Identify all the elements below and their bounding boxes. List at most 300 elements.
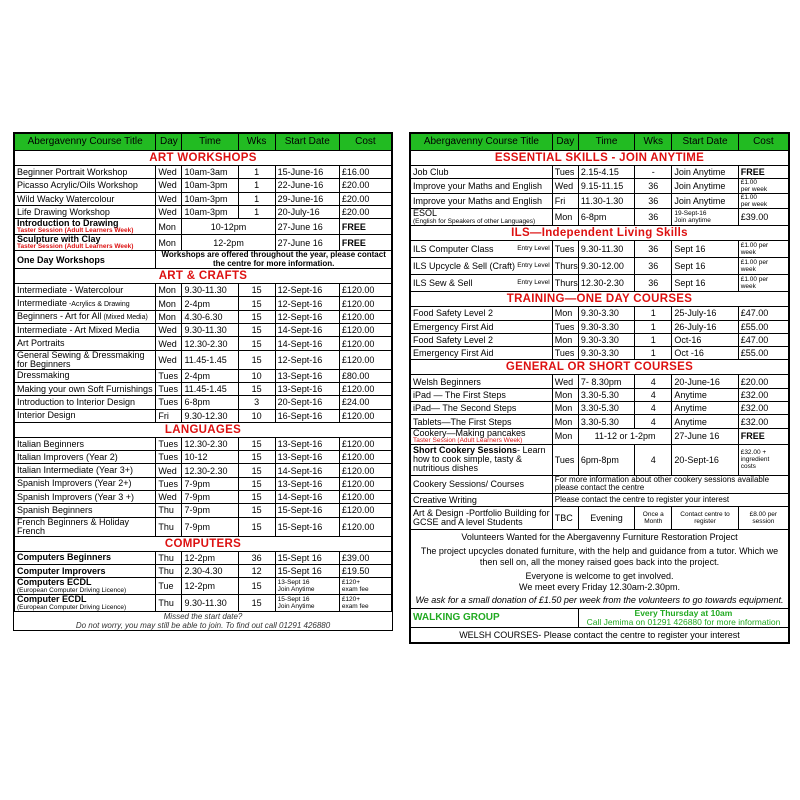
course-cost-cell (339, 437, 391, 450)
course-start-cell (275, 297, 339, 310)
course-cost-cell (339, 396, 391, 409)
course-cost: £120.00 (341, 478, 375, 489)
course-day: Thurs (552, 275, 578, 292)
course-start-cell (672, 194, 738, 209)
course-title-cell (411, 388, 553, 401)
course-title: Emergency First Aid (413, 321, 494, 332)
course-title: Introduction to Drawing (17, 218, 119, 229)
col-time: Time (182, 134, 238, 151)
course-wks: 15 (238, 337, 275, 350)
course-title-cell (15, 179, 156, 192)
left-course-table (14, 133, 392, 612)
course-start: 14-Sept-16 (277, 325, 323, 336)
course-cost-cell (339, 284, 391, 297)
course-cost: £24.00 (341, 397, 370, 408)
course-start: Join Anytime (674, 196, 726, 207)
course-cost-cell (339, 491, 391, 504)
course-day: Mon (156, 235, 182, 251)
course-start: Oct -16 (674, 348, 704, 359)
course-start-cell (275, 382, 339, 395)
course-start-cell (275, 437, 339, 450)
section-languages: LANGUAGES (15, 422, 392, 437)
course-time: 9.30-3.30 (578, 347, 634, 360)
course-time: 12.30-2.30 (182, 437, 238, 450)
course-cost: £120.00 (341, 311, 375, 322)
course-cost: £80.00 (341, 370, 370, 381)
course-title: ILS Sew & Sell (413, 278, 473, 289)
course-cost: £47.00 (740, 308, 769, 319)
course-title-cell (15, 551, 156, 564)
course-title: Italian Improvers (Year 2) (17, 451, 118, 462)
right-course-table (410, 133, 789, 643)
course-subtitle: Taster Session (Adult Learners Week) (17, 227, 134, 235)
footer-call-info: Do not worry, you may still be able to join. To find out call 01291 426880 (75, 621, 331, 631)
course-cost-cell (339, 205, 391, 218)
course-cost-cell (339, 179, 391, 192)
course-time: Evening (578, 506, 634, 529)
course-start: 29-June-16 (277, 193, 324, 204)
volunteers-row (411, 529, 789, 608)
walking-title: WALKING GROUP (411, 608, 579, 627)
course-cost-cell (339, 595, 391, 612)
course-title: Improve your Maths and English (413, 195, 543, 206)
course-cost: £16.00 (341, 167, 370, 178)
course-time: 3.30-5.30 (578, 388, 634, 401)
course-title-cell (15, 578, 156, 595)
course-cost: £120.00 (341, 338, 375, 349)
course-start-cell (275, 595, 339, 612)
course-title: Intermediate - Watercolour (17, 284, 124, 295)
course-cost-cell (738, 166, 788, 179)
left-timetable (13, 132, 393, 631)
course-title: Intermediate (17, 298, 68, 309)
course-title: Emergency First Aid (413, 348, 494, 359)
course-start: 27-June 16 (275, 219, 339, 235)
course-title: ILS Computer Class (413, 244, 494, 255)
course-cost: £120.00 (341, 439, 375, 449)
table-row (15, 219, 392, 235)
course-start-cell (275, 504, 339, 517)
course-time: 12.30-2.30 (182, 337, 238, 350)
course-title: Life Drawing Workshop (17, 207, 110, 218)
course-cost-cell (738, 307, 788, 320)
table-row (15, 396, 392, 409)
course-cost-cell (339, 324, 391, 337)
course-wks: 36 (635, 194, 672, 209)
course-day: Thu (156, 564, 182, 577)
course-title-cell (15, 409, 156, 422)
right-header-row (411, 134, 789, 151)
course-cost-cell (339, 464, 391, 477)
course-level: Entry Level (517, 245, 550, 253)
col-cost: Cost (738, 134, 788, 151)
course-start-cell (275, 451, 339, 464)
course-title: French Beginners & Holiday French (17, 517, 130, 536)
course-start-cell (672, 388, 738, 401)
course-day: Tue (156, 578, 182, 595)
course-time: 9.30-11.30 (182, 595, 238, 612)
footer-missed-start: Missed the start date? (163, 612, 243, 622)
course-day: Wed (156, 491, 182, 504)
course-day: Thu (156, 504, 182, 517)
table-row (411, 307, 789, 320)
course-wks: 36 (635, 241, 672, 258)
course-cost-cell (738, 258, 788, 275)
course-day: Tues (156, 369, 182, 382)
course-start-cell (275, 396, 339, 409)
course-time: 11.45-1.45 (182, 382, 238, 395)
walking-schedule: Every Thursday at 10am (634, 608, 733, 618)
course-start-cell (672, 347, 738, 360)
course-title-cell (411, 241, 553, 258)
course-wks: 10 (238, 369, 275, 382)
course-title-cell (15, 297, 156, 310)
volunteers-text: The project upcycles donated furniture, with the help and guidance from a tutor. Which we then sell on, all the money raised goes back into the project. (420, 546, 779, 567)
course-title-cell (411, 333, 553, 346)
course-cost-cell (738, 209, 788, 226)
course-time: 10am-3pm (182, 205, 238, 218)
course-start: 15-June-16 (277, 167, 324, 178)
course-start-cell (672, 209, 738, 226)
volunteers-welcome: Everyone is welcome to get involved. (525, 571, 674, 582)
course-time: 3.30-5.30 (578, 415, 634, 428)
table-row (15, 297, 392, 310)
course-wks: 15 (238, 491, 275, 504)
course-title-cell (411, 402, 553, 415)
course-start-note: Join Anytime (277, 603, 315, 611)
course-wks: 4 (635, 375, 672, 388)
course-start-cell (672, 307, 738, 320)
course-title: Computer Improvers (17, 565, 106, 576)
course-day: Wed (156, 192, 182, 205)
course-time: 2.30-4.30 (182, 564, 238, 577)
course-title-cell (15, 491, 156, 504)
course-time: 9.30-11.30 (182, 284, 238, 297)
section-essential-skills: ESSENTIAL SKILLS - JOIN ANYTIME (411, 151, 789, 166)
col-cost: Cost (339, 134, 391, 151)
course-wks: 12 (238, 564, 275, 577)
course-start: Join Anytime (674, 167, 726, 178)
walking-contact: Call Jemima on 01291 426880 for more information (586, 616, 781, 627)
course-subtitle: Taster Session (Adult Learners Week) (413, 436, 523, 444)
course-start: 20-Sept-16 (672, 444, 738, 475)
course-day: Thu (156, 595, 182, 612)
course-cost-cell (339, 409, 391, 422)
course-time: 9.30-11.30 (182, 324, 238, 337)
course-wks: 15 (238, 451, 275, 464)
course-time: 7-9pm (182, 517, 238, 536)
left-header-row (15, 134, 392, 151)
course-title: Cookery—Making pancakes (413, 428, 526, 438)
course-time: 7-9pm (182, 477, 238, 490)
table-row (411, 375, 789, 388)
course-start-cell (672, 258, 738, 275)
course-start-cell (275, 491, 339, 504)
course-time: 12.30-2.30 (578, 275, 634, 292)
course-start: Anytime (674, 403, 707, 414)
course-title: Spanish Improvers (Year 3 +) (17, 491, 134, 502)
course-title: Computers ECDL (17, 577, 92, 588)
course-title: Short Cookery Sessions (413, 445, 518, 456)
course-cost: FREE (339, 235, 391, 251)
course-start-cell (672, 166, 738, 179)
course-cost-cell (339, 310, 391, 323)
course-start: 15-Sept-16 (277, 521, 323, 532)
course-time: 7-9pm (182, 504, 238, 517)
course-cost-cell (738, 320, 788, 333)
table-row (15, 491, 392, 504)
course-start: 20-June-16 (674, 376, 720, 387)
course-cost: £120.00 (341, 465, 375, 476)
course-start-cell (275, 477, 339, 490)
course-time: 10-12pm (182, 219, 275, 235)
course-start-cell (672, 179, 738, 194)
course-title-cell (15, 284, 156, 297)
course-cost-cell (339, 337, 391, 350)
welsh-courses-note: WELSH COURSES- Please contact the centre to register your interest (411, 627, 789, 642)
course-time: 12-2pm (182, 578, 238, 595)
course-wks: 36 (635, 275, 672, 292)
course-cost-cell (339, 517, 391, 536)
course-cost: £120.00 (341, 384, 375, 395)
course-cost: £120+ (341, 579, 361, 587)
course-start: 13-Sept-16 (277, 370, 323, 381)
course-cost-cell (738, 333, 788, 346)
course-day: Wed (156, 205, 182, 218)
table-row (15, 464, 392, 477)
course-day: Wed (156, 324, 182, 337)
course-cost: £20.00 (341, 193, 370, 204)
course-title: Creative Writing (411, 493, 553, 506)
course-start-cell (672, 415, 738, 428)
course-time: 9.30-11.30 (578, 241, 634, 258)
course-title: Cookery Sessions/ Courses (411, 475, 553, 493)
course-time: 9.30-3.30 (578, 320, 634, 333)
course-start-cell (275, 192, 339, 205)
course-title: Art & Design -Portfolio Building for GCSE and A level Students (411, 506, 553, 529)
course-title: Tablets—The First Steps (413, 416, 512, 427)
course-start: 25-July-16 (674, 308, 717, 319)
course-wks: 4 (635, 402, 672, 415)
table-row (411, 194, 789, 209)
table-row (15, 337, 392, 350)
course-day: Tues (156, 437, 182, 450)
course-wks: 15 (238, 324, 275, 337)
course-cost: £19.50 (341, 566, 370, 577)
course-cost: £32.00 (740, 416, 769, 427)
course-start: 12-Sept-16 (277, 298, 323, 309)
walking-row (411, 608, 789, 627)
course-title-cell (411, 415, 553, 428)
course-wks: 15 (238, 382, 275, 395)
table-row (15, 517, 392, 536)
course-title-cell (411, 209, 553, 226)
col-day: Day (156, 134, 182, 151)
course-wks: 15 (238, 350, 275, 369)
course-title-cell (15, 205, 156, 218)
course-cost-cell (339, 504, 391, 517)
table-row (411, 444, 789, 475)
table-row (411, 333, 789, 346)
course-time: 9.15-11.15 (578, 179, 634, 194)
course-time: 9.30-12.30 (182, 409, 238, 422)
course-subtitle: (English for Speakers of other Languages) (413, 218, 536, 226)
course-cost: £120.00 (341, 325, 375, 336)
course-start: 15-Sept-16 (277, 505, 323, 516)
course-level: Entry Level (517, 262, 550, 270)
course-cost: £120.00 (341, 452, 375, 463)
course-title-cell (411, 258, 553, 275)
table-row (15, 284, 392, 297)
section-computers: COMPUTERS (15, 536, 392, 551)
course-title-cell (411, 320, 553, 333)
table-row (15, 437, 392, 450)
course-cost: £39.00 (740, 212, 769, 223)
course-cost: FREE (339, 219, 391, 235)
course-title-cell (15, 517, 156, 536)
course-start-cell (275, 369, 339, 382)
course-start: 14-Sept-16 (277, 338, 323, 349)
course-cost-note: exam fee (341, 603, 369, 611)
course-level: Entry Level (517, 279, 550, 287)
course-time: 10am-3pm (182, 179, 238, 192)
table-row (411, 506, 789, 529)
course-cost-note: per week (740, 186, 768, 194)
course-title: Wild Wacky Watercolour (17, 193, 115, 204)
course-cost-cell (738, 241, 788, 258)
course-start: Sept 16 (674, 278, 706, 289)
course-cost: £32.00 (740, 389, 769, 400)
course-start: Contact centre to register (672, 506, 738, 529)
course-day: Tues (552, 241, 578, 258)
course-start: Sept 16 (674, 244, 706, 255)
course-start: 15-Sept 16 (277, 596, 310, 604)
course-wks: - (635, 166, 672, 179)
table-row (15, 235, 392, 251)
course-start: Anytime (674, 389, 707, 400)
course-start: 12-Sept-16 (277, 311, 323, 322)
course-cost-cell (738, 275, 788, 292)
course-time: 2-4pm (182, 297, 238, 310)
course-day: Thu (156, 551, 182, 564)
course-time: 7- 8.30pm (578, 375, 634, 388)
course-wks: 1 (238, 166, 275, 179)
right-timetable (409, 132, 790, 644)
col-course-title: Abergavenny Course Title (411, 134, 553, 151)
course-cost: FREE (740, 167, 765, 178)
course-wks: 15 (238, 595, 275, 612)
course-start-cell (275, 464, 339, 477)
course-start: 15-Sept 16 (277, 566, 322, 577)
course-title: Welsh Beginners (413, 376, 481, 387)
course-cost: £8.00 (749, 510, 766, 518)
course-title-cell (15, 451, 156, 464)
course-wks: 3 (238, 396, 275, 409)
course-wks: 15 (238, 437, 275, 450)
course-time: 12-2pm (182, 235, 275, 251)
table-row (15, 179, 392, 192)
course-title: Beginner Portrait Workshop (17, 167, 128, 178)
course-title-cell (15, 166, 156, 179)
course-cost-cell (339, 382, 391, 395)
course-start-cell (275, 564, 339, 577)
course-title: General Sewing & Dressmaking for Beginners (17, 350, 145, 369)
course-wks: 15 (238, 464, 275, 477)
course-cost-note: week (740, 249, 756, 257)
course-wks: 15 (238, 310, 275, 323)
table-row (411, 179, 789, 194)
course-start-note: Join Anytime (277, 586, 315, 594)
course-title: Food Safety Level 2 (413, 335, 494, 346)
course-start-cell (275, 337, 339, 350)
course-time: 7-9pm (182, 491, 238, 504)
table-row (15, 477, 392, 490)
course-wks: 1 (635, 347, 672, 360)
course-wks: 1 (238, 192, 275, 205)
course-note: For more information about other cookery sessions available please contact the centre (552, 475, 788, 493)
welsh-row (411, 627, 789, 642)
course-cost-cell (738, 194, 788, 209)
table-row (15, 451, 392, 464)
course-day: Thu (156, 517, 182, 536)
course-day: Mon (156, 310, 182, 323)
course-start-cell (672, 275, 738, 292)
course-time: 9.30-12.00 (578, 258, 634, 275)
course-title-cell (411, 307, 553, 320)
course-cost: £20.00 (341, 180, 370, 191)
course-wks: 15 (238, 517, 275, 536)
course-cost-cell (339, 166, 391, 179)
course-cost: £32.00 + (740, 449, 767, 457)
course-title-cell (15, 477, 156, 490)
course-day: Wed (156, 464, 182, 477)
course-start: 13-Sept-16 (277, 439, 323, 449)
course-title-cell (411, 179, 553, 194)
course-title: Sculpture with Clay (17, 234, 101, 245)
course-wks: 4 (635, 444, 672, 475)
course-wks: 1 (635, 333, 672, 346)
table-row (411, 415, 789, 428)
course-cost: £120.00 (341, 354, 375, 365)
course-cost-note: per session (752, 510, 778, 525)
course-day: Mon (552, 388, 578, 401)
course-cost: £120.00 (341, 298, 375, 309)
course-subtitle: Taster Session (Adult Learners Week) (17, 243, 134, 251)
course-cost: £120.00 (341, 410, 375, 421)
course-title: Spanish Beginners (17, 504, 93, 515)
course-wks: 36 (635, 258, 672, 275)
table-row (411, 402, 789, 415)
course-start-cell (275, 324, 339, 337)
course-start: 16-Sept-16 (277, 410, 323, 421)
course-title: Computers Beginners (17, 552, 112, 563)
course-day: Mon (552, 333, 578, 346)
course-cost: £120.00 (341, 285, 375, 296)
course-day: Tues (552, 347, 578, 360)
course-start: 14-Sept-16 (277, 465, 323, 476)
course-title-cell (411, 194, 553, 209)
course-day: Tues (552, 166, 578, 179)
course-day: Wed (552, 179, 578, 194)
table-row (15, 564, 392, 577)
course-cost: £120.00 (341, 521, 375, 532)
course-wks: 1 (238, 205, 275, 218)
course-start: 13-Sept-16 (277, 478, 323, 489)
course-day: Mon (552, 428, 578, 444)
course-day: Mon (156, 284, 182, 297)
col-start-date: Start Date (275, 134, 339, 151)
course-start-cell (275, 517, 339, 536)
